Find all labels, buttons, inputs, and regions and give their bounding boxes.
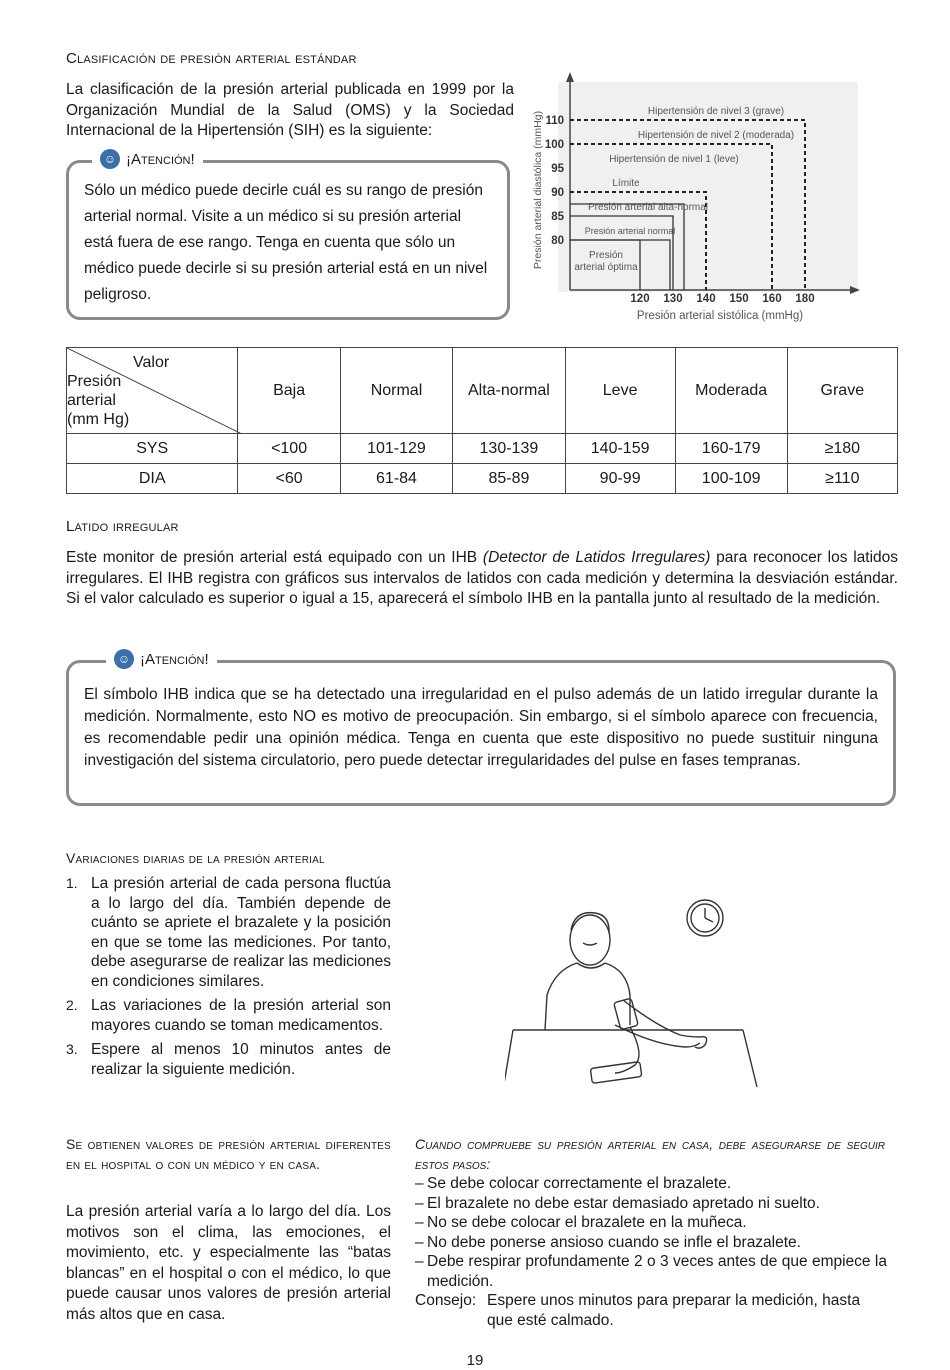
y-tick-label: 100 [544, 139, 564, 151]
table-cell: ≥110 [787, 464, 897, 494]
list-item: 1. La presión arterial de cada persona fluctúa a lo largo del día. También depende de cuánto se apriete el brazalete y la posición en que se tome las mediciones. Por tanto, debe asegurarse de realizar las mediciones en condiciones similares. [66, 875, 391, 990]
list-item: 2. Las variaciones de la presión arterial son mayores cuando se toman medicamentos. [66, 997, 391, 1034]
x-tick-label: 140 [696, 293, 716, 305]
table-row [67, 464, 898, 494]
list-item: – El brazalete no debe estar demasiado apretado ni suelto. [415, 1194, 820, 1212]
person-head [570, 915, 610, 965]
row-label: DIA [67, 464, 238, 494]
table-cell: 130-139 [453, 434, 565, 464]
chart-xlabel: Presión arterial sistólica (mmHg) [636, 310, 804, 322]
x-tick-label: 120 [630, 293, 650, 305]
daily-list [66, 874, 391, 1084]
table-cell: ≥180 [787, 434, 897, 464]
list-item: – No debe ponerse ansioso cuando se infle el brazalete. [415, 1233, 801, 1251]
bp-classification-table [66, 347, 898, 494]
bp-classification-chart [528, 70, 868, 328]
table-cell: 160-179 [675, 434, 787, 464]
corner-label: Presión arterial (mm Hg) [67, 373, 130, 428]
tip [415, 1291, 887, 1330]
region-label: Hipertensión de nivel 3 (grave) [647, 106, 785, 117]
table-row [67, 434, 898, 464]
region-label: Presión arterial normal [584, 226, 676, 236]
table-header-row [67, 348, 898, 434]
row-label: SYS [67, 434, 238, 464]
region-label: Hipertensión de nivel 1 (leve) [609, 154, 739, 165]
header-cell: Alta-normal [453, 348, 565, 434]
attention-text-2: El símbolo IHB indica que se ha detectado una irregularidad en el pulso además de un latido irregular durante la medición. Normalmente, esto NO es motivo de preocupación. Sin embargo, si el símbolo aparece con frecuencia, es recomendable pedir una opinión médica. Tenga en cuenta que este dispositivo no puede sustituir ninguna investigación del sistema circulatorio, pero puede detectar irregularidades del pulse en fases tempranas. [84, 686, 878, 769]
home-title: Cuando compruebe su presión arterial en casa, debe asegurarse de seguir estos pasos: [415, 1136, 885, 1172]
list-item: – Se debe colocar correctamente el brazalete. [415, 1175, 732, 1192]
irregular-title: Latido irregular [66, 518, 179, 535]
chart-ylabel: Presión arterial diastólica (mmHg) [532, 110, 544, 270]
y-tick-label: 95 [551, 163, 564, 175]
region-label: Hipertensión de nivel 2 (moderada) [637, 130, 795, 141]
region-label: Presión [589, 250, 623, 261]
header-cell: Leve [565, 348, 675, 434]
corner-value: Valor [133, 354, 170, 371]
classification-title: Clasificación de presión arterial estándar [66, 50, 357, 67]
table-cell: <60 [238, 464, 340, 494]
header-cell: Normal [340, 348, 452, 434]
region-label: Presión arterial alta-normal [587, 202, 709, 213]
home-steps [415, 1174, 887, 1330]
tip-label: Consejo: [415, 1292, 477, 1309]
x-tick-label: 130 [663, 293, 683, 305]
hospital-title: Se obtienen valores de presión arterial diferentes en el hospital o con un médico y en casa. [66, 1136, 391, 1172]
daily-title: Variaciones diarias de la presión arterial [66, 850, 325, 866]
y-tick-label: 80 [551, 235, 564, 247]
region-label: Límite [612, 178, 640, 189]
list-item: – Debe respirar profundamente 2 o 3 veces antes de que empiece la medición. [415, 1253, 887, 1290]
attention-icon: ☺ [114, 649, 134, 669]
x-tick-label: 160 [762, 293, 782, 305]
page-number: 19 [466, 1352, 484, 1369]
y-axis-arrow [566, 72, 574, 82]
y-tick-label: 110 [545, 115, 564, 127]
header-cell: Moderada [675, 348, 787, 434]
header-cell: Baja [238, 348, 340, 434]
tip-text: Espere unos minutos para preparar la medición, hasta que esté calmado. [487, 1292, 861, 1329]
table-cell: 101-129 [340, 434, 452, 464]
table-cell: <100 [238, 434, 340, 464]
table-cell: 85-89 [453, 464, 565, 494]
attention-label-2: ☺ ¡Atención! [106, 649, 217, 669]
y-tick-label: 90 [551, 187, 564, 199]
header-cell: Grave [787, 348, 897, 434]
hospital-text: La presión arterial varía a lo largo del día. Los motivos son el clima, las emociones, el movimiento, etc. y especialmente las “batas blancas” en el hospital o con el médico, lo que puede causar unos valores de presión arterial más altos que en casa. [66, 1203, 391, 1323]
table-cell: 140-159 [565, 434, 675, 464]
x-tick-label: 150 [729, 293, 749, 305]
table-cell: 90-99 [565, 464, 675, 494]
region-label: arterial óptima [574, 262, 638, 273]
list-item: 3. Espere al menos 10 minutos antes de realizar la siguiente medición. [66, 1041, 391, 1078]
list-item: – No se debe colocar el brazalete en la muñeca. [415, 1214, 747, 1231]
x-tick-label: 180 [795, 293, 815, 305]
attention-label-1: ☺ ¡Atención! [92, 149, 203, 169]
attention-icon: ☺ [100, 149, 120, 169]
person-measuring-illustration [505, 895, 770, 1095]
table-cell: 61-84 [340, 464, 452, 494]
table-corner-cell [67, 348, 238, 434]
classification-intro: La clasificación de la presión arterial publicada en 1999 por la Organización Mundial de la Salud (OMS) y la Sociedad Internacional de la Hipertensión (SIH) es la siguiente: [66, 81, 514, 139]
attention-text-1: Sólo un médico puede decirle cuál es su rango de presión arterial normal. Visite a un médico si su presión arterial está fuera de ese rango. Tenga en cuenta que sólo un médico puede decirle si su presión arterial está en un nivel peligroso. [84, 182, 488, 303]
irregular-text: Este monitor de presión arterial está equipado con un IHB (Detector de Latidos Irregulares) para reconocer los latidos irregulares. El IHB registra con gráficos sus intervalos de latidos con cada medición y determina la desviación estándar. Si el valor calculado es superior o igual a 15, aparecerá el símbolo IHB en la pantalla junto al resultado de la medición. [66, 549, 899, 607]
table-cell: 100-109 [675, 464, 787, 494]
y-tick-label: 85 [551, 211, 564, 223]
